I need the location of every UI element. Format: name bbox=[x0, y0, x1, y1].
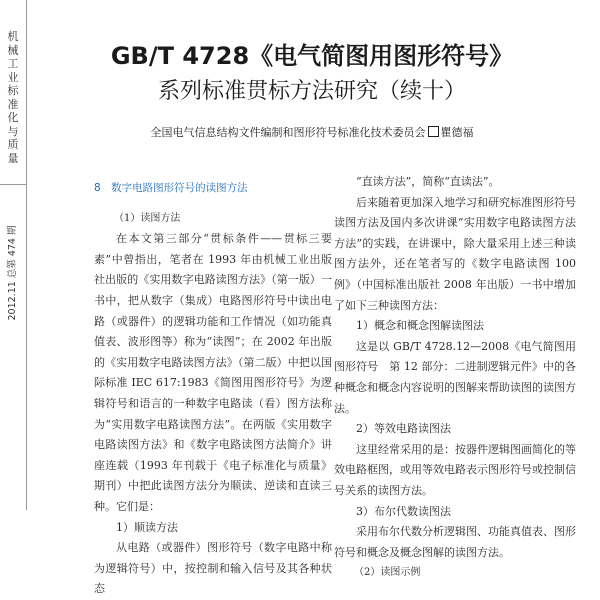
right-column bbox=[334, 172, 576, 584]
paragraph: 采用布尔代数分析逻辑图、功能真值表、图形符号和概念及概念图解的读图方法。 bbox=[334, 525, 576, 559]
article-title-line1: GB/T 4728《电气简图用图形符号》 bbox=[110, 42, 514, 70]
paragraph-continued: “直读方法”，简称“直读法”。 bbox=[356, 175, 500, 188]
journal-sidebar bbox=[0, 0, 27, 510]
paragraph: 从电路（或器件）图形符号（数字电路中称为逻辑符号）中，按控制和输入信号及其各种状态 bbox=[94, 541, 332, 596]
subheading-reading-method: （1）读图方法 bbox=[114, 212, 181, 224]
subheading-reading-examples: （2）读图示例 bbox=[354, 567, 421, 579]
subheading-equivalent-circuit: 2）等效电路读图法 bbox=[356, 422, 451, 436]
paragraph: 这是以 GB/T 4728.12—2008《电气简图用图形符号 第 12 部分：二进制逻辑元件》中的各种概念和概念内容说明的图解来帮助读图的读图方法。 bbox=[334, 339, 576, 415]
left-column bbox=[94, 178, 332, 600]
article-title-line2: 系列标准贯标方法研究（续十） bbox=[157, 79, 466, 104]
journal-name: 机械工业标准化与质量 bbox=[7, 30, 19, 165]
subheading-forward-reading: 1）顺读方法 bbox=[116, 520, 178, 534]
paragraph: 这里经常采用的是：按器件逻辑图画简化的等效电路框图，或用等效电路表示图形符号或控制信号关系的读图方法。 bbox=[334, 442, 576, 497]
subheading-concept-reading: 1）概念和概念图解读图法 bbox=[356, 319, 484, 333]
section-heading: 8 数字电路图形符号的读图方法 bbox=[94, 182, 248, 194]
subheading-boolean-algebra: 3）布尔代数读图法 bbox=[356, 504, 451, 518]
paragraph: 在本文第三部分“贯标条件——贯标三要素”中曾指出，笔者在 1993 年由机械工业出版社出版的《实用数字电路读图方法》（第一版）一书中，把从数字（集成）电路图形符号中读出电路（或器件）的逻辑功能和工作情况（如功能真值表、波形图等）称为“读图”；在 2002 年出版的《实用数字电路读图方法》（第二版）中把以国际标准 IEC 617:1983《简图用图形符号》为逻辑符号和语言的一种数字电路读（看）图方法称为“实用数字电路读图方法”。在两版《实用数字电路读图方法》和《数字电路读图方法简介》讲座连载（1993 年刊载于《电子标准化与质量》期刊）中把此读图方法分为顺读、逆读和直读三种。它们是： bbox=[94, 232, 332, 513]
issue-number: 2012.11 总第 474 期 bbox=[7, 225, 18, 321]
author-org: 全国电气信息结构文件编制和图形符号标准化技术委员会 bbox=[150, 126, 426, 139]
author-line bbox=[30, 124, 594, 140]
separator-box-icon bbox=[428, 126, 439, 137]
sidebar-divider bbox=[0, 184, 26, 185]
paragraph: 后来随着更加深入地学习和研究标准图形符号读图方法及国内多次讲课“实用数字电路读图方法方法”的实践，在讲课中，除大量采用上述三种读图方法外，还在笔者写的《数字电路读图 100 例》（中国标准出版社 2008 年出版）一书中增加了如下三种读图方法： bbox=[334, 195, 576, 312]
author-name: 瞿德福 bbox=[440, 126, 474, 139]
